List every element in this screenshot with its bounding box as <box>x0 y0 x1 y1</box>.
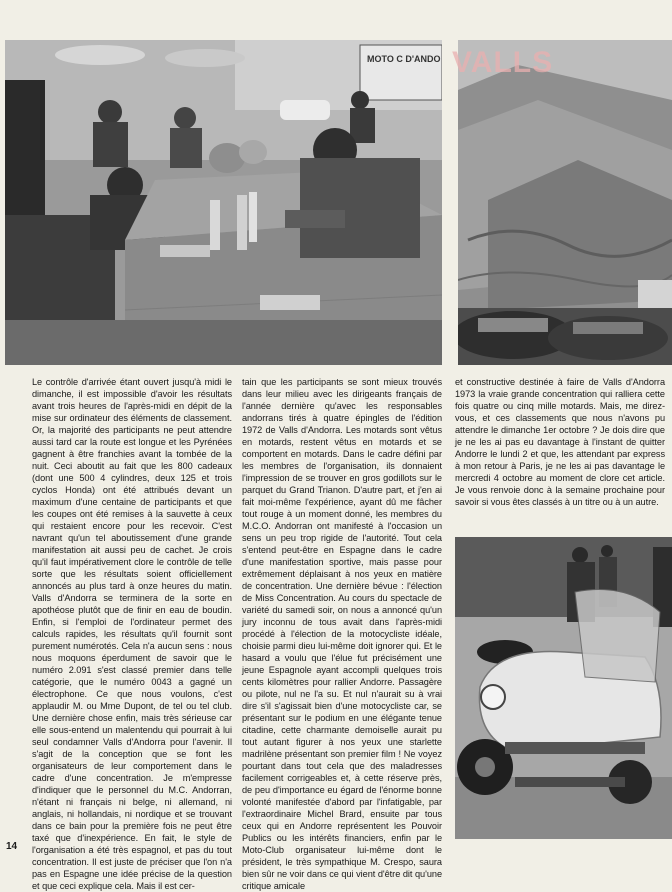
article-column-1 <box>32 376 232 891</box>
page-number: 14 <box>6 841 18 852</box>
article-text: tain que les participants se sont mieux trouvés dans leur milieu avec les dirigeants français de l'année dernière qu'avec les responsables andorrans tirés à quatre épingles de l'édition 1972 de Valls d'Andorra. Les motards sont vêtus en motards, restent vêtus en motards et se comportent en motards. Dans le cadre défini par les membres de l'organisation, ils donnaient l'impression de se trouver en gros godillots sur le parquet du Grand Trianon. D'autre part, et j'en ai fait moi-même l'expérience, ayant dû me fâcher tout rouge à un moment donné, les membres du M.C.O. Andorran ont manifesté à l'occasion un sens un peu trop rigide de l'autorité. Tout cela s'entend peut-être en Espagne dans le cadre d'une manifestation sportive, mais passe pour extrêmement déplaisant à nos yeux en matière de concentration. Une dernière bévue : l'élection de Miss Concentration. Au cours du spectacle de variété du samedi soir, on nous a annoncé qu'un jury inconnu de tous avait dans l'après-midi procédé à l'élection de la motocycliste idéale, choisie parmi dieu lui-même doit ignorer qui. Et le hasard a voulu que l'élue fut précisément une jeune Espagnole ayant accompli quelques trois cents kilomètres pour rallier Andorre. Passagère ou pilote, nul ne l'a su. Et nul n'aurait su à vrai dire s'il s'agissait bien d'une motocycliste car, se présentant sur le podium en une élégante tenue citadine, cette charmante demoiselle aurait pu tout autant figurer à nos yeux une starlette madrilène présentant son premier film ! Ne voyez pourtant dans tout cela que des maladresses facilement corrigeables et, à cette réserve près, de peu d'importance eu égard de l'énorme bonne volonté manifestée d'abord par l'infatigable, par l'extraordinaire Michel Brard, ensuite par tous ceux qui en Andorre représentent les Pouvoir Publics ou les intérêts financiers, enfin par le Moto-Club organisateur lui-même dont le président, le très sympathique M. Crespo, saura bien sûr ne voir dans ce qui vient d'être dit qu'une critique amicale <box>242 377 442 891</box>
article-text: et constructive destinée à faire de Valls d'Andorra 1973 la vraie grande concentration qui ralliera cette fois quatre ou cinq mille motards. Mais, me direz-vous, et ces classements que nous n'avons pu attendre le dimanche 1er octobre ? Je dois dire que je ne les ai pas eu davantage à l'instant de quitter Andorre le lundi 2 et que, les attendant par express à mon retour à Paris, je ne les ai pas davantage le mercredi 4 octobre au moment de clore cet article. Je vous renvoie donc à la semaine prochaine pour savoir si vous êtes classés à un titre ou à un autre. <box>455 377 665 507</box>
article-column-3 <box>455 376 665 526</box>
header-overlay: VALLS <box>452 46 554 79</box>
photo-officials-table <box>5 40 442 365</box>
sign-text: MOTO C D'ANDO <box>367 54 441 64</box>
photo-mountain-cars <box>458 40 672 365</box>
article-text: Le contrôle d'arrivée étant ouvert jusqu'à midi le dimanche, il est impossible d'avoir les résultats avant trois heures de l'après-midi en dépit de la mise sur ordinateur des éléments de classement. Or, la majorité des participants ne peut attendre aussi tard car la route est longue et les Pyrénées gagnent à être franchies avant la tombée de la nuit. Ceci aboutit au fait que les 800 cadeaux (dont une 500 4 cylindres, deux 125 et trois cyclos Honda) ont été attribués devant un maximum d'une centaine de participants et que les coupes ont été remises à la sauvette à ceux qui restaient encore pour les recevoir. C'est navrant qu'un tel aboutissement d'une grande manifestation ait aussi peu de cachet. Je crois qu'il faut impérativement clore le contrôle de telle sorte que les résultats soient officiellement annoncés au plus tard à onze heures du matin. Valls d'Andorra se terminera de la sorte en apothéose plutôt que de finir en eau de boudin. Enfin, si l'emploi de l'ordinateur permet des calculs rapides, les résultats qu'il fournit sont purement numérotés. Cela n'a aucun sens : nous nous moquons éperdument de savoir que le numéro 2.091 s'est classé premier dans telle catégorie, que le numéro 0043 a gagné un électrophone. Ce que nous voulons, c'est applaudir M. ou Mme Dupont, de tel ou tel club. Une dernière chose enfin, mais très sérieuse car elle sous-entend un malentendu qui pourrait à lui seul condamner Valls d'Andorra pour l'avenir. Il s'agit de la conception que se font les organisateurs de leur comportement dans le cadre d'une concentration. Je m'empresse d'indiquer que le personnel du M.C. Andorran, n'étant ni français ni belge, ni allemand, ni anglais, ni hollandais, ni nordique et se trouvant dans ce bain pour la première fois ne peut être taxé que d'inexpérience. En fait, le style de l'organisation a été très espagnol, et pas du tout concentration. Il est juste de préciser que l'on n'a pas en Espagne une idée précise de la question et que ceci explique cela. Mais il est cer- <box>32 377 232 891</box>
article-column-2 <box>242 376 442 891</box>
photo-sidecar <box>455 537 672 839</box>
